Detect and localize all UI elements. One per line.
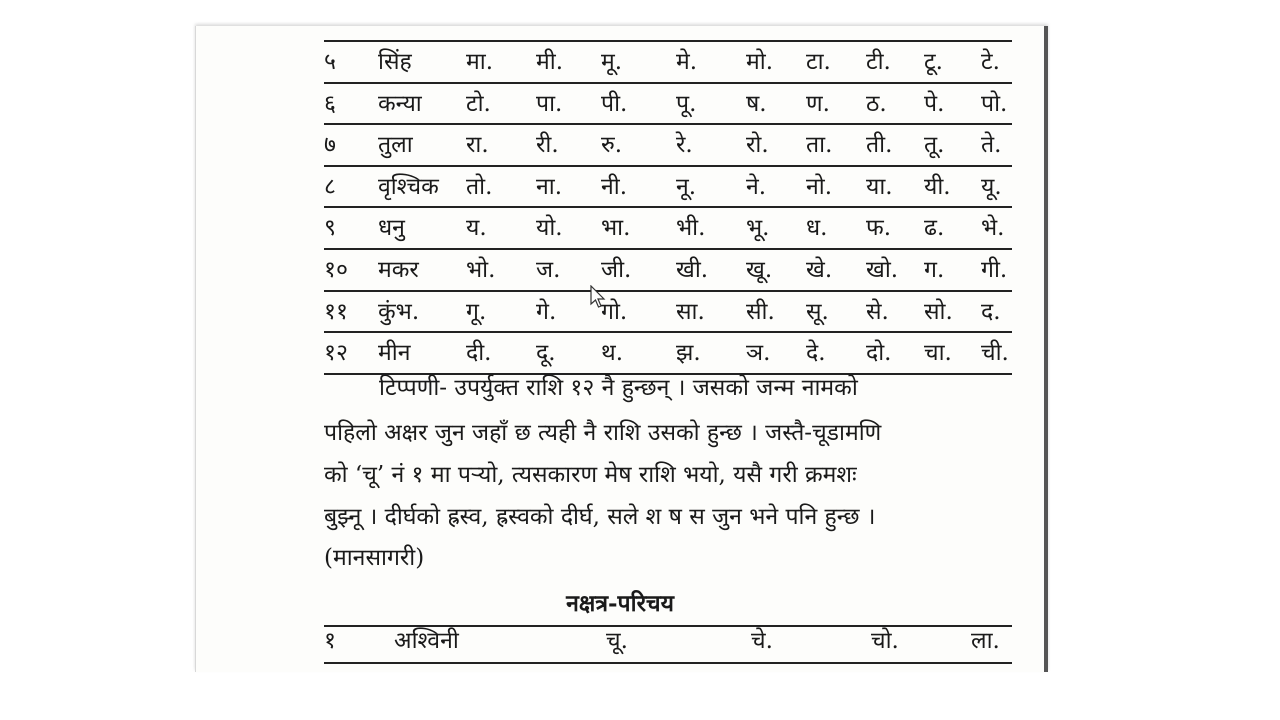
syllable: चे.	[751, 628, 773, 654]
syllable: ष.	[746, 90, 767, 117]
syllable: चू.	[606, 628, 628, 654]
rashi-name: सिंह	[378, 49, 412, 75]
syllable: मे.	[676, 49, 698, 75]
syllable: मा.	[466, 49, 494, 75]
syllable: गी.	[981, 257, 1008, 283]
syllable: ने.	[746, 173, 767, 200]
syllable: ता.	[806, 132, 833, 159]
syllable: टी.	[866, 49, 891, 75]
syllable: भू.	[746, 215, 770, 242]
syllable: भा.	[601, 215, 631, 242]
syllable: नू.	[676, 173, 697, 200]
syllable: से.	[866, 298, 889, 325]
syllable: भो.	[466, 257, 496, 283]
syllable: यू.	[981, 173, 1002, 200]
rashi-name: धनु	[378, 215, 405, 242]
nakshatra-heading: नक्षत्र-परिचय	[566, 590, 674, 617]
syllable: सो.	[924, 298, 953, 325]
syllable: ते.	[981, 132, 1002, 159]
rashi-number: ६	[324, 90, 336, 117]
syllable: चा.	[924, 340, 952, 367]
mouse-cursor-icon	[590, 285, 606, 309]
syllable: य.	[466, 215, 487, 242]
rashi-number: ९	[324, 215, 336, 242]
syllable: रे.	[676, 132, 693, 159]
rashi-number: ८	[324, 173, 336, 200]
syllable: पो.	[981, 90, 1008, 117]
syllable: भे.	[981, 215, 1005, 242]
table-row	[196, 331, 1044, 373]
syllable: तो.	[466, 173, 493, 200]
table-row	[196, 206, 1044, 248]
rashi-number: ११	[324, 298, 348, 325]
syllable: ना.	[536, 173, 563, 200]
table-row	[196, 248, 1044, 290]
rashi-number: ५	[324, 49, 336, 75]
note-line: (मानसागरी)	[324, 545, 425, 571]
syllable: खे.	[806, 257, 833, 283]
rashi-name: कुंभ.	[378, 298, 420, 325]
syllable: ढ.	[924, 215, 945, 242]
syllable: ती.	[866, 132, 893, 159]
syllable: रु.	[601, 132, 623, 159]
syllable: टो.	[466, 90, 491, 117]
syllable: सी.	[746, 298, 775, 325]
syllable: खी.	[676, 257, 709, 283]
syllable: पी.	[601, 90, 628, 117]
syllable: ठ.	[866, 90, 887, 117]
syllable: मू.	[601, 49, 623, 75]
syllable: दी.	[466, 340, 492, 367]
syllable: फ.	[866, 215, 892, 242]
rashi-name: कन्या	[378, 90, 422, 117]
table-row	[196, 82, 1044, 124]
table-row	[196, 123, 1044, 165]
rashi-name: मकर	[378, 257, 419, 283]
table-rule	[324, 662, 1012, 664]
table-row	[196, 40, 1044, 82]
syllable: चो.	[871, 628, 899, 654]
rashi-name: मीन	[378, 340, 411, 367]
syllable: पा.	[536, 90, 563, 117]
rashi-name: तुला	[378, 132, 413, 159]
syllable: द.	[981, 298, 1001, 325]
syllable: या.	[866, 173, 893, 200]
syllable: गो.	[601, 298, 628, 325]
syllable: टे.	[981, 49, 1000, 75]
syllable: ध.	[806, 215, 828, 242]
rashi-number: १०	[324, 257, 348, 283]
syllable: दे.	[806, 340, 826, 367]
note-line: को ‘चू’ नं १ मा पऱ्यो, त्यसकारण मेष राशि भयो, यसै गरी क्रमशः	[324, 462, 857, 488]
syllable: ण.	[806, 90, 830, 117]
syllable: खू.	[746, 257, 773, 283]
syllable: टू.	[924, 49, 943, 75]
syllable: गे.	[536, 298, 557, 325]
syllable: मी.	[536, 49, 564, 75]
syllable: थ.	[601, 340, 624, 367]
note-line: पहिलो अक्षर जुन जहाँ छ त्यही नै राशि उसको हुन्छ । जस्तै-चूडामणि	[324, 420, 882, 446]
syllable: यो.	[536, 215, 563, 242]
syllable: गू.	[466, 298, 487, 325]
rashi-name: वृश्चिक	[378, 173, 439, 200]
document-page	[195, 26, 1048, 672]
nakshatra-number: १	[324, 628, 336, 654]
syllable: जी.	[601, 257, 632, 283]
syllable: नी.	[601, 173, 628, 200]
rashi-number: १२	[324, 340, 348, 367]
syllable: पू.	[676, 90, 697, 117]
nakshatra-name: अश्विनी	[394, 628, 459, 654]
syllable: झ.	[676, 340, 701, 367]
syllable: सू.	[806, 298, 829, 325]
syllable: भी.	[676, 215, 706, 242]
note-line: बुझ्नू । दीर्घको ह्रस्व, ह्रस्वको दीर्घ, सले श ष स जुन भने पनि हुन्छ ।	[324, 504, 876, 530]
syllable: रो.	[746, 132, 769, 159]
table-row	[196, 165, 1044, 207]
syllable: ला.	[971, 628, 1000, 654]
syllable: तू.	[924, 132, 945, 159]
syllable: ञ.	[746, 340, 771, 367]
table-row	[196, 290, 1044, 332]
syllable: मो.	[746, 49, 774, 75]
syllable: खो.	[866, 257, 899, 283]
syllable: ग.	[924, 257, 945, 283]
syllable: नो.	[806, 173, 833, 200]
syllable: रा.	[466, 132, 489, 159]
note-line: टिप्पणी- उपर्युक्त राशि १२ नै हुन्छन् । जसको जन्म नामको	[379, 375, 858, 401]
table-row	[196, 627, 1044, 665]
syllable: यी.	[924, 173, 951, 200]
rashi-number: ७	[324, 132, 336, 159]
syllable: ची.	[981, 340, 1009, 367]
syllable: दू.	[536, 340, 556, 367]
syllable: री.	[536, 132, 559, 159]
syllable: दो.	[866, 340, 892, 367]
syllable: टा.	[806, 49, 831, 75]
syllable: पे.	[924, 90, 945, 117]
syllable: ज.	[536, 257, 561, 283]
syllable: सा.	[676, 298, 705, 325]
